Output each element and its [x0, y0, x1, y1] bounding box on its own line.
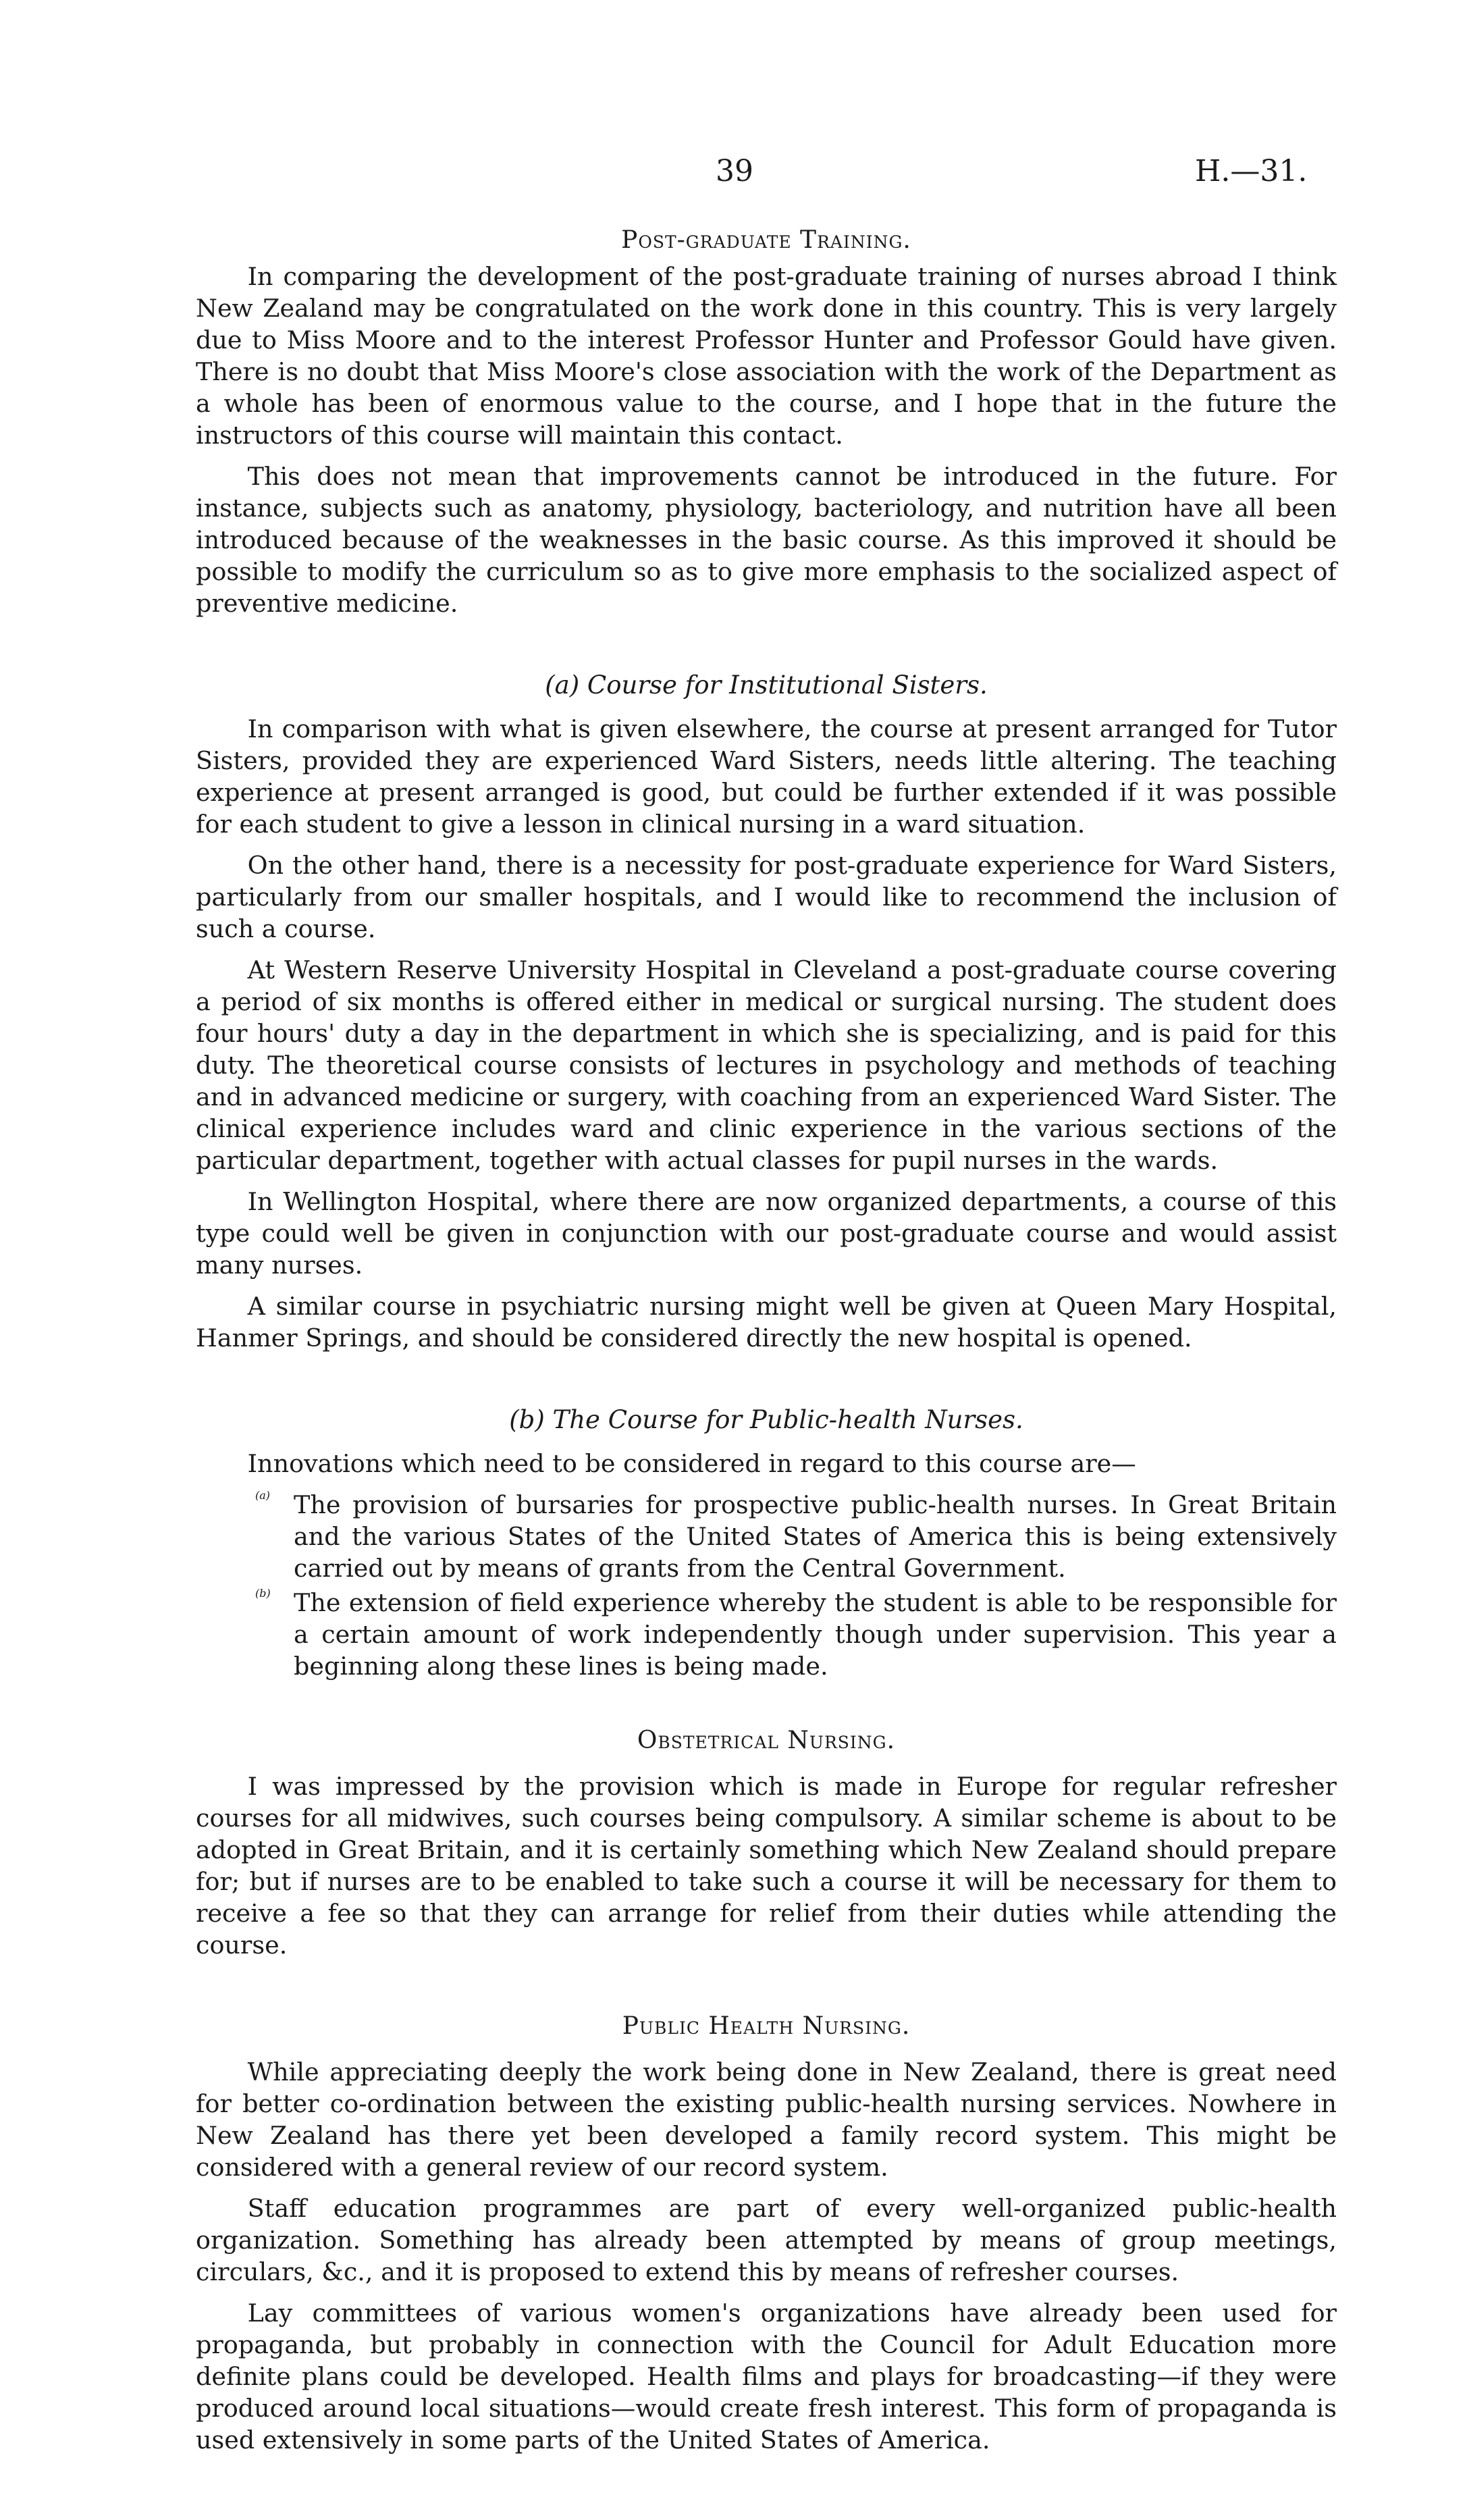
- paragraph: In Wellington Hospital, where there are now organized departments, a course of this type could well be given in conjunction with our post-graduate course and would assist many nurses.: [196, 1187, 1337, 1280]
- paragraph: Staff education programmes are part of every well-organized public-health organization. Something has already been attempted by means of group meetings, circulars, &c., and it is proposed to extend this by means of refresher courses.: [196, 2194, 1337, 2286]
- list-item-text: The provision of bursaries for prospective public-health nurses. In Great Britain and the various States of the United States of America this is being extensively carried out by means of grants from the Central Government.: [294, 1490, 1337, 1583]
- list-item-label: (a): [255, 1489, 271, 1502]
- list-item: [196, 1587, 1337, 1682]
- section-heading-public-health-nursing: Public Health Nursing.: [622, 2012, 911, 2040]
- subheading-institutional-sisters: (a) Course for Institutional Sisters.: [545, 671, 988, 700]
- paragraph: A similar course in psychiatric nursing might well be given at Queen Mary Hospital, Hanmer Springs, and should be considered directly the new hospital is opened.: [196, 1292, 1337, 1353]
- paragraph: I was impressed by the provision which is made in Europe for regular refresher courses for all midwives, such courses being compulsory. A similar scheme is about to be adopted in Great Britain, and it is certainly something which New Zealand should prepare for; but if nurses are to be enabled to take such a course it will be necessary for them to receive a fee so that they can arrange for relief from their duties while attending the course.: [196, 1772, 1337, 1960]
- subheading-public-health-course: (b) The Course for Public-health Nurses.: [509, 1405, 1023, 1434]
- paragraph: This does not mean that improvements cannot be introduced in the future. For instance, subjects such as anatomy, physiology, bacteriology, and nutrition have all been introduced because of the weaknesses in the basic course. As this improved it should be possible to modify the curriculum so as to give more emphasis to the socialized aspect of preventive medicine.: [196, 462, 1337, 618]
- paragraph: At Western Reserve University Hospital in Cleveland a post-graduate course covering a period of six months is offered either in medical or surgical nursing. The student does four hours' duty a day in the department in which she is specializing, and is paid for this duty. The theoretical course consists of lectures in psychology and methods of teaching and in advanced medicine or surgery, with coaching from an experienced Ward Sister. The clinical experience includes ward and clinic experience in the various sections of the particular department, together with actual classes for pupil nurses in the wards.: [196, 955, 1337, 1175]
- paragraph: On the other hand, there is a necessity for post-graduate experience for Ward Sisters, particularly from our smaller hospitals, and I would like to recommend the inclusion of such a course.: [196, 851, 1337, 943]
- paragraph: Lay committees of various women's organizations have already been used for propaganda, but probably in connection with the Council for Adult Education more definite plans could be developed. Health films and plays for broadcasting—if they were produced around local situations—would create fresh interest. This form of propaganda is used extensively in some parts of the United States of America.: [196, 2299, 1337, 2455]
- section-heading-post-graduate: Post-graduate Training.: [621, 226, 911, 254]
- document-reference: H.—31.: [1195, 154, 1308, 188]
- paragraph: While appreciating deeply the work being done in New Zealand, there is great need for better co-ordination between the existing public-health nursing services. Nowhere in New Zealand has there yet been developed a family record system. This might be considered with a general review of our record system.: [196, 2057, 1337, 2182]
- section-heading-obstetrical: Obstetrical Nursing.: [637, 1727, 896, 1754]
- paragraph: In comparing the development of the post-graduate training of nurses abroad I think New Zealand may be congratulated on the work done in this country. This is very largely due to Miss Moore and to the interest Professor Hunter and Professor Gould have given. There is no doubt that Miss Moore's close association with the work of the Department as a whole has been of enormous value to the course, and I hope that in the future the instructors of this course will maintain this contact.: [196, 262, 1337, 450]
- list-item-text: The extension of field experience whereby the student is able to be responsible for a certain amount of work independently though under supervision. This year a beginning along these lines is being made.: [294, 1588, 1337, 1681]
- list-item: [196, 1489, 1337, 1584]
- list-item-label: (b): [255, 1587, 271, 1600]
- body-column: [196, 226, 1337, 2465]
- paragraph: In comparison with what is given elsewhere, the course at present arranged for Tutor Sisters, provided they are experienced Ward Sisters, needs little altering. The teaching experience at present arranged is good, but could be further extended if it was possible for each student to give a lesson in clinical nursing in a ward situation.: [196, 714, 1337, 839]
- paragraph-intro: Innovations which need to be considered in regard to this course are—: [247, 1449, 1136, 1478]
- page-number: 39: [716, 154, 753, 188]
